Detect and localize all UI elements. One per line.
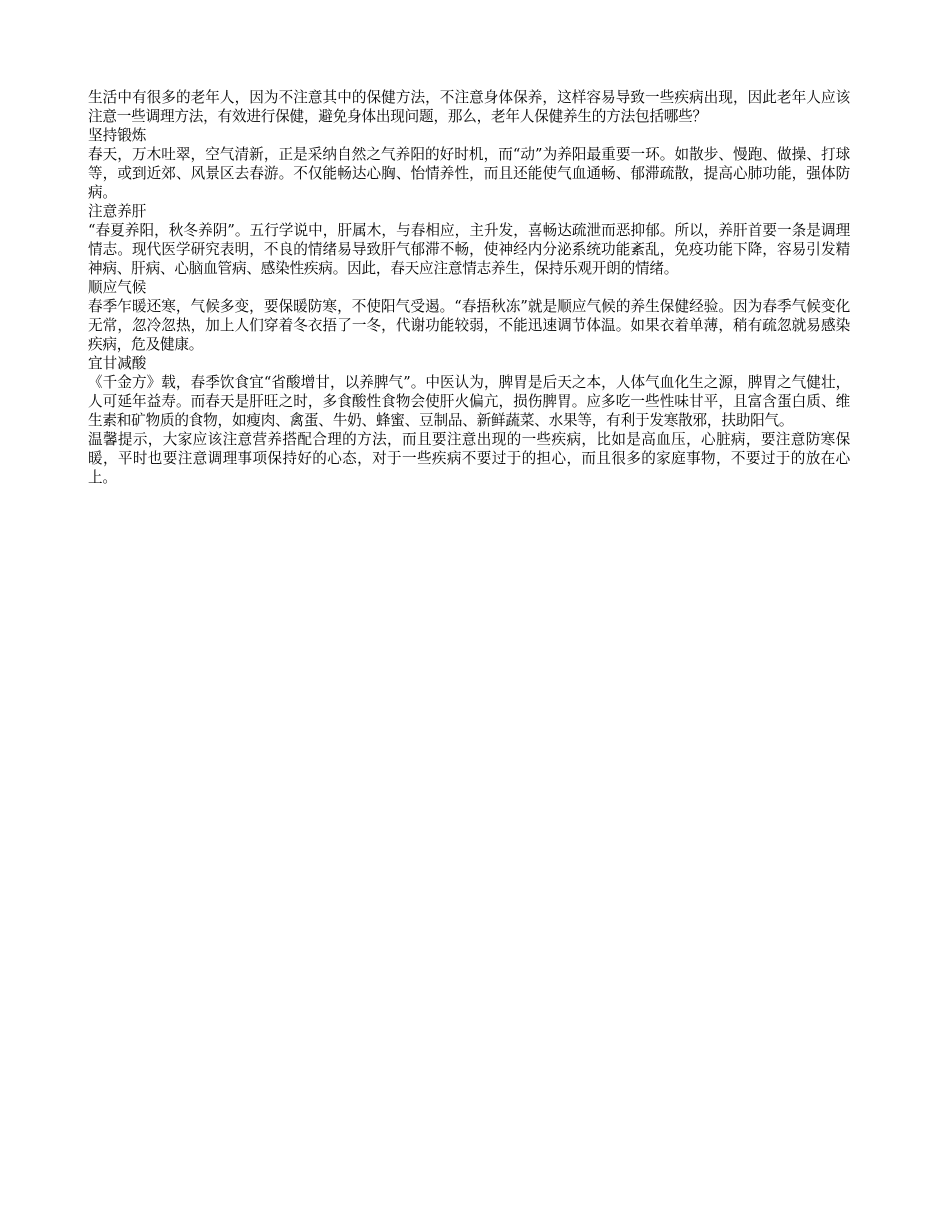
section-heading-liver: 注意养肝 [88, 203, 147, 220]
closing-paragraph: 温馨提示，大家应该注意营养搭配合理的方法，而且要注意出现的一些疾病，比如是高血压，心脏病，要注意防寒保暖，平时也要注意调理事项保持好的心态，对于一些疾病不要过于的担心，而且很多的家庭事物，不要过于的放在心上。 [88, 431, 850, 486]
section-body-diet: 《千金方》载，春季饮食宜“省酸增甘，以养脾气”。中医认为，脾胃是后天之本，人体气血化生之源，脾胃之气健壮，人可延年益寿。而春天是肝旺之时，多食酸性食物会使肝火偏亢，损伤脾胃。应多吃一些性味甘平，且富含蛋白质、维生素和矿物质的食物，如瘦肉、禽蛋、牛奶、蜂蜜、豆制品、新鲜蔬菜、水果等，有利于发寒散邪，扶助阳气。 [88, 374, 850, 429]
section-heading-exercise: 坚持锻炼 [88, 127, 147, 144]
section-heading-climate: 顺应气候 [88, 279, 147, 296]
section-body-exercise: 春天，万木吐翠，空气清新，正是采纳自然之气养阳的好时机，而“动”为养阳最重要一环。如散步、慢跑、做操、打球等，或到近郊、风景区去春游。不仅能畅达心胸、怡情养性，而且还能使气血通畅、郁滞疏散，提高心肺功能，强体防病。 [88, 146, 850, 201]
section-body-climate: 春季乍暖还寒，气候多变，要保暖防寒，不使阳气受遏。“春捂秋冻”就是顺应气候的养生保健经验。因为春季气候变化无常，忽冷忽热，加上人们穿着冬衣捂了一冬，代谢功能较弱，不能迅速调节体温。如果衣着单薄，稍有疏忽就易感染疾病，危及健康。 [88, 298, 850, 353]
section-heading-diet: 宜甘减酸 [88, 355, 147, 372]
section-body-liver: “春夏养阳，秋冬养阴”。五行学说中，肝属木，与春相应，主升发，喜畅达疏泄而恶抑郁。所以，养肝首要一条是调理情志。现代医学研究表明，不良的情绪易导致肝气郁滞不畅，使神经内分泌系统功能紊乱，免疫功能下降，容易引发精神病、肝病、心脑血管病、感染性疾病。因此，春天应注意情志养生，保持乐观开朗的情绪。 [88, 222, 850, 277]
intro-paragraph: 生活中有很多的老年人，因为不注意其中的保健方法，不注意身体保养，这样容易导致一些疾病出现，因此老年人应该注意一些调理方法，有效进行保健，避免身体出现问题，那么，老年人保健养生的方法包括哪些？ [88, 89, 850, 125]
